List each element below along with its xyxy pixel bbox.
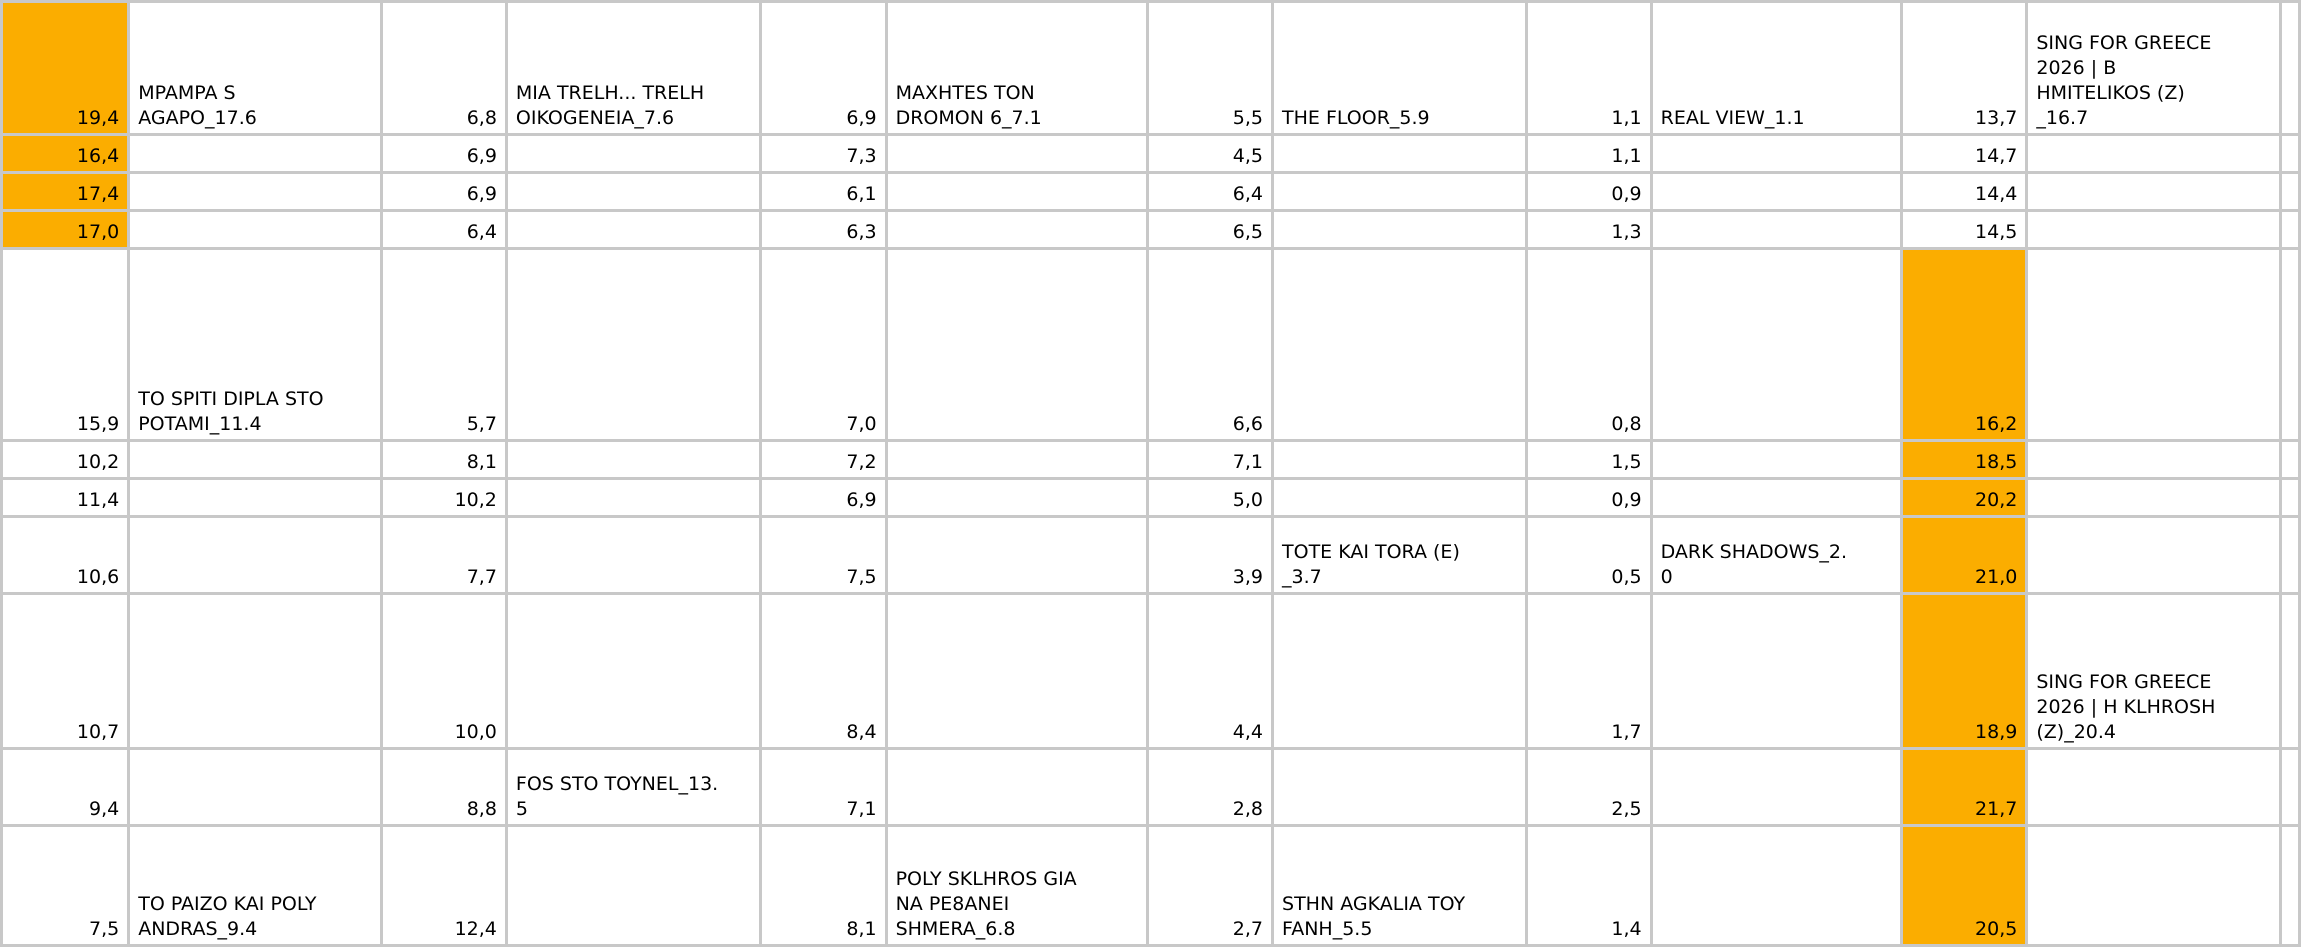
rating-cell[interactable]: 12,4 bbox=[381, 826, 506, 946]
program-title-cell[interactable] bbox=[2027, 479, 2281, 517]
rating-cell[interactable]: 9,4 bbox=[2, 749, 129, 826]
rating-cell[interactable]: 8,1 bbox=[381, 441, 506, 479]
rating-cell[interactable]: 1,3 bbox=[1526, 211, 1651, 249]
rating-cell[interactable]: 8,4 bbox=[760, 594, 886, 749]
rating-cell[interactable]: 14,7 bbox=[1902, 135, 2027, 173]
program-title-cell[interactable]: TO PAIZO KAI POLY ANDRAS_9.4 bbox=[129, 826, 381, 946]
program-title-cell[interactable] bbox=[129, 749, 381, 826]
rating-cell[interactable]: 10,2 bbox=[2, 441, 129, 479]
program-title-cell[interactable] bbox=[2027, 211, 2281, 249]
program-title-cell[interactable] bbox=[1273, 441, 1527, 479]
table-row bbox=[2, 517, 2300, 594]
program-title-cell[interactable]: MAXHTES TON DROMON 6_7.1 bbox=[886, 2, 1147, 135]
program-title-cell[interactable] bbox=[1273, 173, 1527, 211]
program-title-cell[interactable] bbox=[506, 441, 760, 479]
program-title-cell[interactable] bbox=[506, 173, 760, 211]
rating-cell[interactable]: 11,4 bbox=[2, 479, 129, 517]
program-title-cell[interactable] bbox=[2027, 173, 2281, 211]
program-title-cell[interactable]: TOTE KAI TORA (E) _3.7 bbox=[1273, 517, 1527, 594]
rating-cell[interactable]: 7,7 bbox=[381, 517, 506, 594]
program-title-cell[interactable] bbox=[129, 479, 381, 517]
rating-cell[interactable]: 20,5 bbox=[1902, 826, 2027, 946]
empty-cell[interactable] bbox=[2280, 479, 2299, 517]
program-title-cell[interactable] bbox=[1273, 249, 1527, 441]
rating-cell[interactable]: 2,7 bbox=[1147, 826, 1272, 946]
rating-cell[interactable]: 18,9 bbox=[1902, 594, 2027, 749]
program-title-cell[interactable] bbox=[1651, 173, 1901, 211]
table-row bbox=[2, 594, 2300, 749]
rating-cell[interactable]: 7,5 bbox=[760, 517, 886, 594]
rating-cell[interactable]: 1,5 bbox=[1526, 441, 1651, 479]
program-title-cell[interactable] bbox=[506, 479, 760, 517]
program-title-cell[interactable] bbox=[1651, 479, 1901, 517]
rating-cell[interactable]: 6,3 bbox=[760, 211, 886, 249]
rating-cell[interactable]: 0,5 bbox=[1526, 517, 1651, 594]
empty-cell[interactable] bbox=[2280, 211, 2299, 249]
rating-cell[interactable]: 6,1 bbox=[760, 173, 886, 211]
program-title-cell[interactable]: MPAMPA S AGAPO_17.6 bbox=[129, 2, 381, 135]
rating-cell[interactable]: 16,2 bbox=[1902, 249, 2027, 441]
rating-cell[interactable]: 6,6 bbox=[1147, 249, 1272, 441]
program-title-cell[interactable] bbox=[1651, 249, 1901, 441]
rating-cell[interactable]: 20,2 bbox=[1902, 479, 2027, 517]
program-title-cell[interactable] bbox=[506, 594, 760, 749]
table-row bbox=[2, 135, 2300, 173]
program-title-cell[interactable] bbox=[1651, 749, 1901, 826]
table-row bbox=[2, 749, 2300, 826]
rating-cell[interactable]: 0,9 bbox=[1526, 173, 1651, 211]
program-title-cell[interactable] bbox=[886, 594, 1147, 749]
rating-cell[interactable]: 0,8 bbox=[1526, 249, 1651, 441]
program-title-cell[interactable] bbox=[886, 135, 1147, 173]
program-title-cell[interactable] bbox=[1273, 211, 1527, 249]
program-title-cell[interactable] bbox=[506, 211, 760, 249]
rating-cell[interactable]: 14,4 bbox=[1902, 173, 2027, 211]
rating-cell[interactable]: 0,9 bbox=[1526, 479, 1651, 517]
empty-cell[interactable] bbox=[2280, 249, 2299, 441]
program-title-cell[interactable] bbox=[129, 173, 381, 211]
program-title-cell[interactable] bbox=[1651, 826, 1901, 946]
program-title-cell[interactable]: POLY SKLHROS GIA NA PE8ANEI SHMERA_6.8 bbox=[886, 826, 1147, 946]
rating-cell[interactable]: 1,1 bbox=[1526, 2, 1651, 135]
table-row bbox=[2, 479, 2300, 517]
rating-cell[interactable]: 6,9 bbox=[760, 2, 886, 135]
rating-cell[interactable]: 6,9 bbox=[381, 173, 506, 211]
rating-cell[interactable]: 10,6 bbox=[2, 517, 129, 594]
table-row bbox=[2, 441, 2300, 479]
program-title-cell[interactable] bbox=[129, 135, 381, 173]
program-title-cell[interactable] bbox=[886, 211, 1147, 249]
program-title-cell[interactable] bbox=[886, 517, 1147, 594]
rating-cell[interactable]: 6,9 bbox=[760, 479, 886, 517]
rating-cell[interactable]: 7,2 bbox=[760, 441, 886, 479]
rating-cell[interactable]: 4,5 bbox=[1147, 135, 1272, 173]
rating-cell[interactable]: 7,0 bbox=[760, 249, 886, 441]
program-title-cell[interactable]: STHN AGKALIA TOY FANH_5.5 bbox=[1273, 826, 1527, 946]
rating-cell[interactable]: 5,7 bbox=[381, 249, 506, 441]
table-row bbox=[2, 173, 2300, 211]
rating-cell[interactable]: 10,2 bbox=[381, 479, 506, 517]
rating-cell[interactable]: 7,5 bbox=[2, 826, 129, 946]
table-row bbox=[2, 2, 2300, 135]
program-title-cell[interactable]: REAL VIEW_1.1 bbox=[1651, 2, 1901, 135]
rating-cell[interactable]: 10,7 bbox=[2, 594, 129, 749]
empty-cell[interactable] bbox=[2280, 135, 2299, 173]
rating-cell[interactable]: 7,1 bbox=[760, 749, 886, 826]
rating-cell[interactable]: 18,5 bbox=[1902, 441, 2027, 479]
rating-cell[interactable]: 2,8 bbox=[1147, 749, 1272, 826]
rating-cell[interactable]: 21,0 bbox=[1902, 517, 2027, 594]
empty-cell[interactable] bbox=[2280, 826, 2299, 946]
program-title-cell[interactable]: SING FOR GREECE 2026 | H KLHROSH (Z)_20.4 bbox=[2027, 594, 2281, 749]
rating-cell[interactable]: 16,4 bbox=[2, 135, 129, 173]
rating-cell[interactable]: 13,7 bbox=[1902, 2, 2027, 135]
rating-cell[interactable]: 1,7 bbox=[1526, 594, 1651, 749]
program-title-cell[interactable]: TO SPITI DIPLA STO POTAMI_11.4 bbox=[129, 249, 381, 441]
rating-cell[interactable]: 21,7 bbox=[1902, 749, 2027, 826]
rating-cell[interactable]: 14,5 bbox=[1902, 211, 2027, 249]
table-row bbox=[2, 826, 2300, 946]
program-title-cell[interactable] bbox=[1273, 749, 1527, 826]
rating-cell[interactable]: 8,8 bbox=[381, 749, 506, 826]
rating-cell[interactable]: 2,5 bbox=[1526, 749, 1651, 826]
program-title-cell[interactable] bbox=[1651, 441, 1901, 479]
program-title-cell[interactable] bbox=[1651, 211, 1901, 249]
program-title-cell[interactable] bbox=[129, 517, 381, 594]
rating-cell[interactable]: 6,4 bbox=[381, 211, 506, 249]
rating-cell[interactable]: 1,1 bbox=[1526, 135, 1651, 173]
rating-cell[interactable]: 1,4 bbox=[1526, 826, 1651, 946]
rating-cell[interactable]: 6,5 bbox=[1147, 211, 1272, 249]
program-title-cell[interactable] bbox=[1651, 594, 1901, 749]
rating-cell[interactable]: 19,4 bbox=[2, 2, 129, 135]
program-title-cell[interactable] bbox=[506, 517, 760, 594]
program-title-cell[interactable] bbox=[506, 249, 760, 441]
program-title-cell[interactable] bbox=[886, 479, 1147, 517]
rating-cell[interactable]: 6,9 bbox=[381, 135, 506, 173]
program-title-cell[interactable] bbox=[129, 594, 381, 749]
empty-cell[interactable] bbox=[2280, 749, 2299, 826]
empty-cell[interactable] bbox=[2280, 2, 2299, 135]
table-row bbox=[2, 211, 2300, 249]
program-title-cell[interactable] bbox=[886, 441, 1147, 479]
rating-cell[interactable]: 17,4 bbox=[2, 173, 129, 211]
program-title-cell[interactable] bbox=[1651, 135, 1901, 173]
program-title-cell[interactable] bbox=[886, 173, 1147, 211]
rating-cell[interactable]: 4,4 bbox=[1147, 594, 1272, 749]
program-title-cell[interactable] bbox=[886, 249, 1147, 441]
program-title-cell[interactable] bbox=[2027, 517, 2281, 594]
program-title-cell[interactable]: DARK SHADOWS_2. 0 bbox=[1651, 517, 1901, 594]
rating-cell[interactable]: 3,9 bbox=[1147, 517, 1272, 594]
rating-cell[interactable]: 10,0 bbox=[381, 594, 506, 749]
program-title-cell[interactable] bbox=[129, 441, 381, 479]
empty-cell[interactable] bbox=[2280, 594, 2299, 749]
program-title-cell[interactable]: THE FLOOR_5.9 bbox=[1273, 2, 1527, 135]
program-title-cell[interactable] bbox=[2027, 441, 2281, 479]
rating-cell[interactable]: 7,1 bbox=[1147, 441, 1272, 479]
program-title-cell[interactable] bbox=[1273, 479, 1527, 517]
program-title-cell[interactable] bbox=[129, 211, 381, 249]
program-title-cell[interactable] bbox=[2027, 749, 2281, 826]
program-title-cell[interactable] bbox=[1273, 135, 1527, 173]
table-row bbox=[2, 249, 2300, 441]
program-title-cell[interactable] bbox=[886, 749, 1147, 826]
program-title-cell[interactable]: FOS STO TOYNEL_13. 5 bbox=[506, 749, 760, 826]
rating-cell[interactable]: 7,3 bbox=[760, 135, 886, 173]
program-title-cell[interactable] bbox=[2027, 826, 2281, 946]
program-title-cell[interactable] bbox=[506, 135, 760, 173]
program-title-cell[interactable] bbox=[1273, 594, 1527, 749]
program-title-cell[interactable] bbox=[506, 826, 760, 946]
rating-cell[interactable]: 6,8 bbox=[381, 2, 506, 135]
rating-cell[interactable]: 17,0 bbox=[2, 211, 129, 249]
empty-cell[interactable] bbox=[2280, 173, 2299, 211]
empty-cell[interactable] bbox=[2280, 441, 2299, 479]
program-title-cell[interactable] bbox=[2027, 249, 2281, 441]
rating-cell[interactable]: 6,4 bbox=[1147, 173, 1272, 211]
rating-cell[interactable]: 5,0 bbox=[1147, 479, 1272, 517]
empty-cell[interactable] bbox=[2280, 517, 2299, 594]
program-title-cell[interactable]: MIA TRELH... TRELH OIKOGENEIA_7.6 bbox=[506, 2, 760, 135]
rating-cell[interactable]: 5,5 bbox=[1147, 2, 1272, 135]
rating-cell[interactable]: 8,1 bbox=[760, 826, 886, 946]
program-title-cell[interactable] bbox=[2027, 135, 2281, 173]
rating-cell[interactable]: 15,9 bbox=[2, 249, 129, 441]
program-title-cell[interactable]: SING FOR GREECE 2026 | B HMITELIKOS (Z) _16.7 bbox=[2027, 2, 2281, 135]
